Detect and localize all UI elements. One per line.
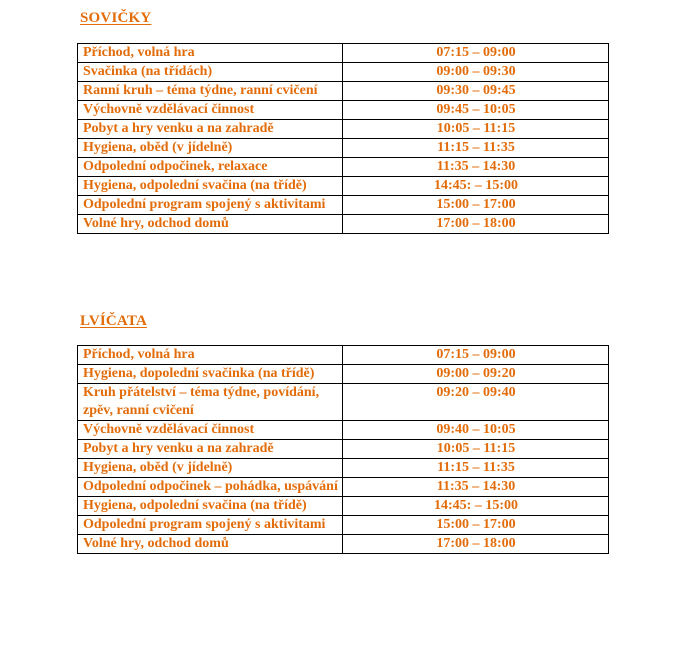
- activity-cell: Odpolední odpočinek, relaxace: [78, 158, 343, 177]
- table-row: [78, 139, 609, 158]
- table-row: [78, 365, 609, 384]
- time-cell: 11:35 – 14:30: [343, 478, 609, 497]
- time-cell: 15:00 – 17:00: [343, 516, 609, 535]
- activity-cell: Hygiena, odpolední svačina (na třídě): [78, 177, 343, 196]
- time-cell: 10:05 – 11:15: [343, 120, 609, 139]
- time-cell: 10:05 – 11:15: [343, 440, 609, 459]
- time-cell: 07:15 – 09:00: [343, 44, 609, 63]
- table-row: [78, 440, 609, 459]
- activity-cell: Pobyt a hry venku a na zahradě: [78, 440, 343, 459]
- table-row: [78, 158, 609, 177]
- activity-cell: Příchod, volná hra: [78, 346, 343, 365]
- time-cell: 11:35 – 14:30: [343, 158, 609, 177]
- table-row: [78, 120, 609, 139]
- activity-cell: Volné hry, odchod domů: [78, 535, 343, 554]
- schedule-table-sovicky: [77, 43, 609, 234]
- table-row: [78, 101, 609, 120]
- time-cell: 17:00 – 18:00: [343, 535, 609, 554]
- time-cell: 17:00 – 18:00: [343, 215, 609, 234]
- time-cell: 09:45 – 10:05: [343, 101, 609, 120]
- table-row: [78, 215, 609, 234]
- activity-cell: Hygiena, oběd (v jídelně): [78, 459, 343, 478]
- activity-cell: Kruh přátelství – téma týdne, povídání, zpěv, ranní cvičení: [78, 384, 343, 421]
- time-cell: 09:00 – 09:30: [343, 63, 609, 82]
- time-cell: 11:15 – 11:35: [343, 459, 609, 478]
- table-row: [78, 44, 609, 63]
- activity-cell: Odpolední odpočinek – pohádka, uspávání: [78, 478, 343, 497]
- activity-cell: Odpolední program spojený s aktivitami: [78, 196, 343, 215]
- time-cell: 09:00 – 09:20: [343, 365, 609, 384]
- table-row: [78, 346, 609, 365]
- table-row: [78, 478, 609, 497]
- time-cell: 11:15 – 11:35: [343, 139, 609, 158]
- activity-cell: Výchovně vzdělávací činnost: [78, 421, 343, 440]
- activity-cell: Hygiena, dopolední svačinka (na třídě): [78, 365, 343, 384]
- table-row: [78, 63, 609, 82]
- time-cell: 15:00 – 17:00: [343, 196, 609, 215]
- activity-cell: Hygiena, odpolední svačina (na třídě): [78, 497, 343, 516]
- table-row: [78, 497, 609, 516]
- table-row: [78, 196, 609, 215]
- activity-cell: Příchod, volná hra: [78, 44, 343, 63]
- table-row: [78, 384, 609, 421]
- activity-cell: Svačinka (na třídách): [78, 63, 343, 82]
- activity-cell: Volné hry, odchod domů: [78, 215, 343, 234]
- activity-cell: Pobyt a hry venku a na zahradě: [78, 120, 343, 139]
- time-cell: 07:15 – 09:00: [343, 346, 609, 365]
- time-cell: 14:45: – 15:00: [343, 177, 609, 196]
- time-cell: 09:30 – 09:45: [343, 82, 609, 101]
- table-row: [78, 516, 609, 535]
- activity-cell: Hygiena, oběd (v jídelně): [78, 139, 343, 158]
- time-cell: 09:40 – 10:05: [343, 421, 609, 440]
- section-title-sovicky: SOVIČKY: [80, 10, 152, 26]
- table-row: [78, 177, 609, 196]
- table-row: [78, 459, 609, 478]
- time-cell: 14:45: – 15:00: [343, 497, 609, 516]
- section-title-lvicata: LVÍČATA: [80, 313, 147, 329]
- table-row: [78, 421, 609, 440]
- activity-cell: Ranní kruh – téma týdne, ranní cvičení: [78, 82, 343, 101]
- table-row: [78, 535, 609, 554]
- time-cell: 09:20 – 09:40: [343, 384, 609, 421]
- table-row: [78, 82, 609, 101]
- schedule-table-lvicata: [77, 345, 609, 554]
- activity-cell: Výchovně vzdělávací činnost: [78, 101, 343, 120]
- activity-cell: Odpolední program spojený s aktivitami: [78, 516, 343, 535]
